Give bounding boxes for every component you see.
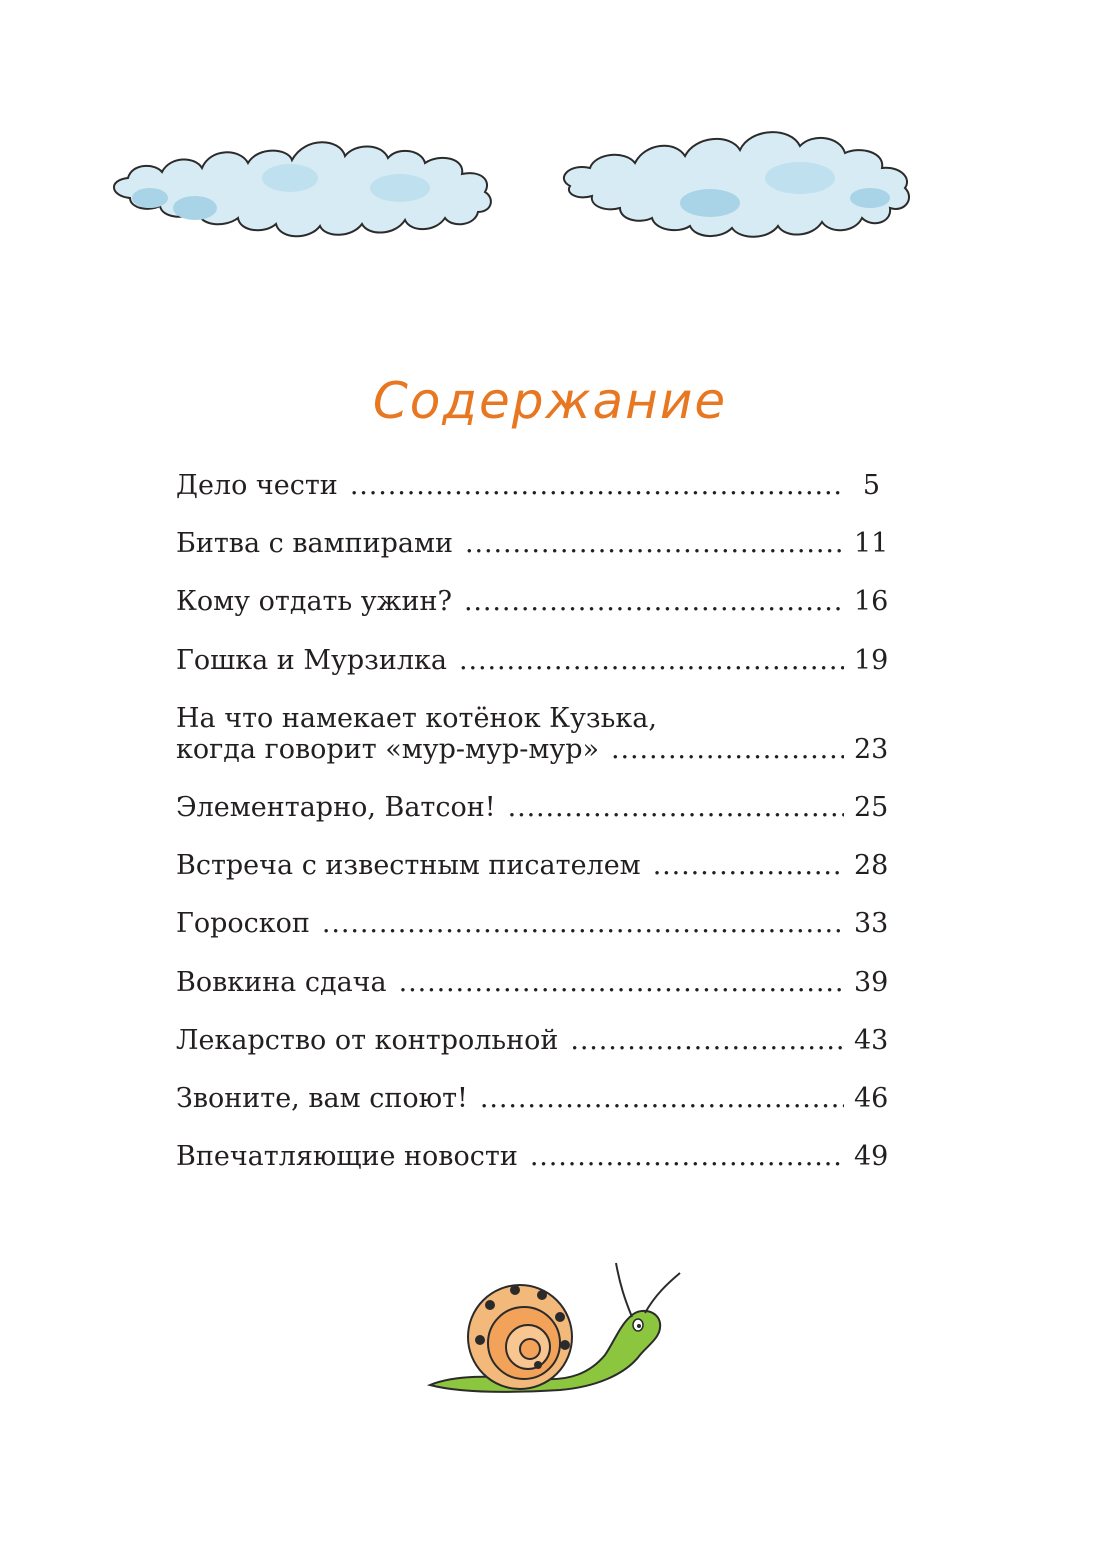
toc-entry-page-number: 28 [854,850,889,882]
dot-leader [459,645,844,676]
toc-entry [176,586,889,618]
toc-entry-title: На что намекает котёнок Кузька, [176,702,657,734]
cloud-left [114,142,491,236]
snail-antenna-left [616,1263,632,1317]
toc-entry-page-number: 43 [854,1024,889,1056]
toc-entry-page-number: 39 [854,966,889,998]
toc-entry [176,850,889,882]
dot-leader [480,1083,844,1114]
toc-entry-page-number: 11 [854,528,889,560]
toc-entry-line [176,1141,889,1173]
toc-entry-line [176,528,889,560]
toc-entry-title: Гороскоп [176,908,310,940]
toc-entry-title: Впечатляющие новости [176,1141,518,1173]
toc-entry [176,1024,889,1056]
snail-antenna-right [645,1273,680,1313]
toc-entry-page-number: 25 [854,791,889,823]
dot-leader [653,850,844,881]
toc-entry-page-number: 16 [854,586,889,618]
toc-entry-title: Звоните, вам споют! [176,1082,468,1114]
toc-entry-line [176,1082,889,1114]
toc-entry-title: Элементарно, Ватсон! [176,791,496,823]
toc-entry [176,528,889,560]
toc-entry [176,644,889,676]
toc-entry [176,470,880,501]
toc-entry-line [176,1024,889,1056]
toc-entry-line [176,586,889,618]
toc-entry [176,791,889,823]
dot-leader [530,1141,844,1172]
cloud-right [564,132,909,237]
toc-entry-title: Встреча с известным писателем [176,850,641,882]
toc-entry-title: Битва с вампирами [176,528,454,560]
toc-entry-title: Лекарство от контрольной [176,1024,559,1056]
toc-entry-line [176,470,880,501]
snail-shell [468,1285,572,1389]
toc-entry-page-number: 19 [854,644,889,676]
toc-entry-page-number: 49 [854,1141,889,1173]
toc-entry-title: когда говорит «мур-мур-мур» [176,733,600,765]
toc-entry-line [176,644,889,676]
toc-entry-page-number: 23 [854,733,889,765]
dot-leader [570,1025,844,1056]
dot-leader [322,908,844,939]
dot-leader [508,792,844,823]
toc-entry-line [176,966,889,998]
toc-entry [176,1141,889,1173]
toc-entry [176,702,889,765]
table-of-contents [176,470,889,1199]
snail-illustration [420,1245,710,1405]
toc-entry-title: Дело чести [176,470,338,501]
toc-entry-page-number: 46 [854,1082,889,1114]
toc-entry [176,966,889,998]
dot-leader [399,967,844,998]
toc-heading: Содержание [372,372,728,430]
toc-entry-line [176,733,889,765]
dot-leader [350,470,844,501]
clouds-illustration [100,108,930,268]
toc-entry-page-number: 5 [862,470,880,501]
toc-entry [176,1082,889,1114]
toc-entry-line [176,908,889,940]
toc-entry-page-number: 33 [854,908,889,940]
toc-entry-title: Вовкина сдача [176,966,387,998]
toc-entry [176,908,889,940]
dot-leader [465,528,844,559]
dot-leader [464,586,844,617]
toc-entry-title: Гошка и Мурзилка [176,644,448,676]
toc-entry-line [176,850,889,882]
toc-entry-line [176,791,889,823]
toc-entry-line [176,703,880,734]
toc-entry-title: Кому отдать ужин? [176,586,452,618]
dot-leader [611,734,844,765]
